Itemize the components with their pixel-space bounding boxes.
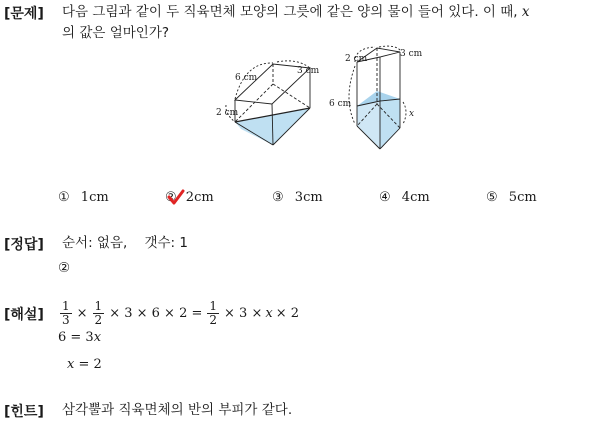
- left-label-a: 6 cm: [235, 73, 258, 83]
- answer-tag: [정답]: [4, 237, 44, 253]
- right-label-c: 6 cm: [329, 99, 352, 109]
- fraction-2: $\frac{1}{2}$: [94, 298, 103, 327]
- choice-5-label: 5cm: [508, 190, 537, 205]
- problem-text: [62, 2, 590, 22]
- hint-tag: [힌트]: [4, 404, 44, 420]
- choice-1-label: 1cm: [80, 190, 109, 205]
- right-water-side: [380, 99, 400, 149]
- choice-4-mark: ④: [379, 190, 391, 205]
- check-mark-icon: [167, 189, 185, 205]
- solution-tail: × 3 ×: [224, 305, 263, 321]
- choice-2-label: 2cm: [185, 190, 214, 205]
- right-water-front: [357, 101, 380, 149]
- choice-2-mark-wrap: [165, 190, 177, 205]
- solution-line3: x = 2: [67, 357, 102, 372]
- solution-tag: [해설]: [4, 307, 44, 323]
- choice-2-mark: ②: [165, 190, 177, 205]
- answer-info: 순서: 없음, 갯수: 1: [62, 235, 188, 251]
- solution-line1: [58, 296, 299, 330]
- hint-text: 삼각뿔과 직육면체의 반의 부피가 같다.: [62, 402, 293, 418]
- times-symbol: ×: [76, 305, 88, 321]
- problem-variable: x: [521, 4, 530, 20]
- answer-value: ②: [58, 260, 71, 276]
- choice-3-label: 3cm: [294, 190, 323, 205]
- choice-3-mark: ③: [272, 190, 284, 205]
- problem-tag: [문제]: [4, 6, 44, 22]
- solution-line2: 6 = 3x: [58, 330, 102, 345]
- solution-mid: × 3 × 6 × 2 =: [109, 305, 203, 321]
- choice-1-mark: ①: [58, 190, 70, 205]
- left-label-b: 3 cm: [297, 66, 320, 76]
- solution-line2-var: x: [93, 330, 102, 345]
- choice-4-label: 4cm: [401, 190, 430, 205]
- choice-3[interactable]: [272, 190, 323, 205]
- choice-4[interactable]: [379, 190, 430, 205]
- problem-line2: 의 값은 얼마인가?: [62, 25, 170, 41]
- fraction-1: $\frac{1}{3}$: [62, 298, 70, 327]
- problem-line1: 다음 그림과 같이 두 직육면체 모양의 그릇에 같은 양의 물이 들어 있다. 이 때,: [62, 4, 518, 20]
- left-label-c: 2 cm: [216, 108, 239, 118]
- choice-2[interactable]: [165, 190, 214, 205]
- solution-line3-var: x: [67, 357, 75, 372]
- right-label-a: 2 cm: [345, 54, 368, 64]
- choice-5-mark: ⑤: [486, 190, 498, 205]
- solution-tail-end: × 2: [275, 305, 299, 321]
- problem-figure: [205, 44, 445, 160]
- fraction-3: $\frac{1}{2}$: [209, 298, 218, 327]
- solution-tail-var: x: [265, 305, 273, 321]
- choice-1[interactable]: [58, 190, 109, 205]
- right-label-b: 3 cm: [400, 49, 423, 59]
- choice-5[interactable]: [486, 190, 537, 205]
- right-label-x: x: [409, 109, 415, 119]
